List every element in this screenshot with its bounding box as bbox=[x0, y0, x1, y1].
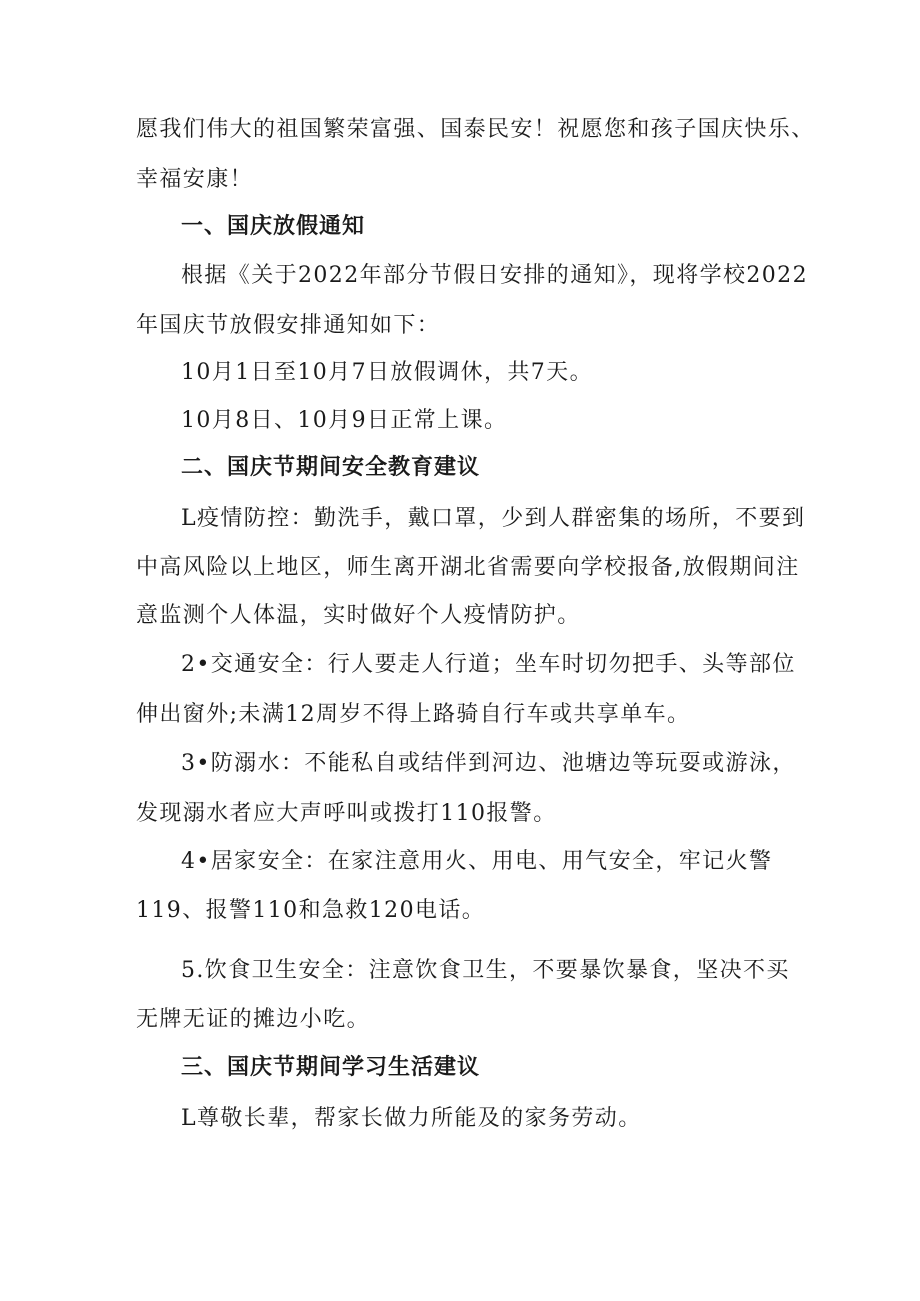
paragraph-line: 10月1日至10月7日放假调休，共7天。 bbox=[181, 360, 593, 385]
paragraph-line: 年国庆节放假安排通知如下： bbox=[136, 313, 441, 338]
list-item-line: 119、报警110和急救120电话。 bbox=[136, 898, 486, 923]
greeting-line-1: 愿我们伟大的祖国繁荣富强、国泰民安！祝愿您和孩子国庆快乐、 bbox=[136, 117, 815, 142]
list-item-line: 4•居家安全：在家注意用火、用电、用气安全，牢记火警 bbox=[181, 849, 773, 874]
paragraph-line: 10月8日、10月9日正常上课。 bbox=[181, 408, 508, 433]
section-heading-2: 二、国庆节期间安全教育建议 bbox=[181, 455, 481, 480]
list-item-line: 2•交通安全：行人要走人行道；坐车时切勿把手、头等部位 bbox=[181, 652, 796, 677]
list-item-line: 5.饮食卫生安全：注意饮食卫生，不要暴饮暴食，坚决不买 bbox=[181, 958, 790, 983]
list-item-line: 无牌无证的摊边小吃。 bbox=[136, 1007, 371, 1032]
paragraph-line: 根据《关于2022年部分节假日安排的通知》，现将学校2022 bbox=[181, 263, 808, 288]
list-item-line: 中高风险以上地区，师生离开湖北省需要向学校报备,放假期间注 bbox=[136, 555, 800, 580]
list-item-line: 意监测个人体温，实时做好个人疫情防护。 bbox=[136, 603, 581, 628]
list-item-line: 发现溺水者应大声呼叫或拨打110报警。 bbox=[136, 801, 557, 826]
greeting-line-2: 幸福安康！ bbox=[136, 167, 254, 192]
list-item-line: L尊敬长辈，帮家长做力所能及的家务劳动。 bbox=[181, 1106, 642, 1131]
list-item-line: 3•防溺水：不能私自或结伴到河边、池塘边等玩耍或游泳， bbox=[181, 751, 796, 776]
list-item-line: L疫情防控：勤洗手，戴口罩，少到人群密集的场所，不要到 bbox=[181, 506, 806, 531]
list-item-line: 伸出窗外;未满12周岁不得上路骑自行车或共享单车。 bbox=[136, 702, 691, 727]
section-heading-3: 三、国庆节期间学习生活建议 bbox=[181, 1055, 481, 1080]
section-heading-1: 一、国庆放假通知 bbox=[181, 214, 366, 239]
